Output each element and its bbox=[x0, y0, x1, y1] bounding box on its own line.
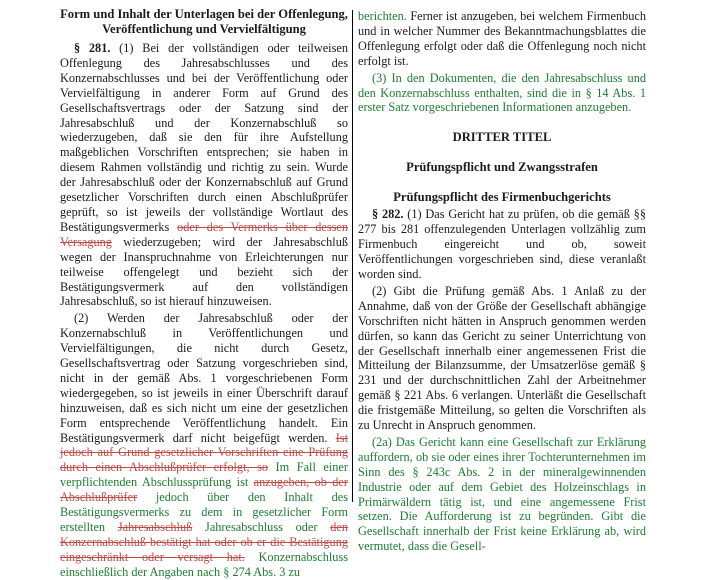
text-segment-deleted: den Konzernabschluß bestätigt hat oder ob er die Bestätigung eingeschränkt oder versagt hat. bbox=[60, 520, 348, 564]
left-text-column bbox=[60, 7, 349, 579]
text-segment-bold: § 281. bbox=[74, 41, 111, 55]
text-segment-deleted: Jahresabschluß bbox=[117, 520, 193, 534]
text-segment-inserted: Konzernabschluss einschließlich der Angaben nach § 274 Abs. 3 zu bbox=[60, 549, 349, 579]
text-segment-deleted: anzugeben, ob der Abschlußprüfer bbox=[60, 475, 348, 505]
law-paragraph bbox=[358, 9, 646, 69]
text-segment-bold: DRITTER TITEL bbox=[452, 130, 552, 145]
law-paragraph bbox=[60, 41, 348, 309]
text-segment-bold: § 282. bbox=[372, 207, 404, 222]
text-segment-bold: Prüfungspflicht und Zwangsstrafen bbox=[406, 160, 598, 175]
text-segment-normal: (1) Bei der vollständigen oder teilweisen Offenlegung des Jahresabschlusses und des Konzernabschlusses und bei der Veröffentlichung oder Vervielfältigung in anderer Form auf Grund des Gesellschaftsvertrags oder der Satzung sind der Jahresabschluß und der Konzernabschluß so wiederzugeben, daß sie den für ihre Aufstellung maßgeblichen Vorschriften entsprechen; sie haben in diesem Rahmen vollständig und richtig zu sein. Wurde der Jahresabschluß oder der Konzernabschluß auf Grund gesetzlicher Vorschriften durch einen Abschlußprüfer geprüft, so ist jeweils der vollständige Wortlaut des Bestätigungsvermerks bbox=[60, 41, 348, 234]
column-divider bbox=[352, 10, 353, 502]
law-paragraph bbox=[358, 207, 646, 282]
section-heading bbox=[358, 190, 646, 205]
text-segment-normal: (2) Gibt die Prüfung gemäß Abs. 1 Anlaß zu der Annahme, daß von der Größe der Gesellschaft abhängige Vorschriften nicht hätten in Anspruch genommen werden dürfen, so kann das Gericht zu seiner Unterrichtung von der Gesellschaft innerhalb einer angemessenen Frist die Mitteilung der Bilanzsumme, der Umsatzerlöse gemäß § 231 und der durchschnittlichen Zahl der Arbeitnehmer gemäß § 221 Abs. 6 verlangen. Unterläßt die Gesellschaft die fristgemäße Mitteilung, so gelten die Vorschriften als zu Unrecht in Anspruch genommen. bbox=[358, 283, 646, 433]
law-paragraph bbox=[60, 311, 348, 579]
section-heading bbox=[358, 130, 646, 145]
section-heading bbox=[60, 7, 348, 37]
text-segment-deleted: oder des Vermerks über dessen Versagung bbox=[60, 219, 348, 249]
text-segment-deleted: Ist jedoch auf Grund gesetzlicher Vorschriften eine Prüfung durch einen Abschlußprüfer erfolgt, so bbox=[60, 430, 348, 475]
law-paragraph bbox=[358, 284, 646, 433]
text-segment-bold: Prüfungspflicht des Firmenbuchgerichts bbox=[393, 190, 611, 205]
section-heading bbox=[358, 160, 646, 175]
law-paragraph bbox=[358, 71, 646, 116]
text-segment-bold: Form und Inhalt der Unterlagen bei der Offenlegung, Veröffentlichung und Vervielfältigung bbox=[60, 7, 348, 36]
text-segment-normal: wiederzugeben; wird der Jahresabschluß wegen der Inanspruchnahme von Erleichterungen nur teilweise offengelegt und bezieht sich der Bestätigungsvermerk auf den vollständigen Jahresabschluß, so ist hierauf hinzuweisen. bbox=[60, 234, 348, 309]
text-segment-normal: (2) Werden der Jahresabschluß oder der Konzernabschluß in Veröffentlichungen und Vervielfältigungen, die nicht durch Gesetz, Gesellschaftsvertrag oder Satzung vorgeschrieben sind, nicht in der gemäß Abs. 1 vorgeschriebenen Form wiedergegeben, so ist jeweils in einer Überschrift darauf hinzuweisen, daß es sich nicht um eine der gesetzlichen Form entsprechende Veröffentlichung handelt. Ein Bestätigungsvermerk darf nicht beigefügt werden. bbox=[60, 311, 348, 445]
right-text-column bbox=[358, 7, 646, 554]
text-segment-inserted: Jahresabschluss oder bbox=[192, 520, 331, 534]
text-segment-inserted: berichten. bbox=[358, 9, 407, 23]
text-segment-normal: Ferner ist anzugeben, bei welchem Firmenbuch und in welcher Nummer des Bekanntmachungsblattes die Offenlegung erfolgt oder daß die Offenlegung noch nicht erfolgt ist. bbox=[358, 9, 646, 68]
text-segment-normal: (1) Das Gericht hat zu prüfen, ob die gemäß §§ 277 bis 281 offenzulegenden Unterlagen vollzählig zum Firmenbuch eingereicht und ob, soweit Veröffentlichungen vorgeschrieben sind, diese veranlaßt worden sind. bbox=[358, 207, 646, 281]
text-segment-inserted: jedoch über den Inhalt des Bestätigungsvermerks zu dem in gesetzlicher Form erstellten bbox=[60, 490, 348, 534]
text-segment-inserted: Im Fall einer verpflichtenden Abschlussprüfung ist bbox=[60, 460, 348, 490]
text-segment-inserted: (2a) Das Gericht kann eine Gesellschaft zur Erklärung auffordern, ob sie oder eines ihrer Tochterunternehmen im Sinn des § 243c Abs. 2 in der mineralgewinnenden Industrie oder auf dem Gebiet des Holzeinschlags in Primärwäldern tätig ist, und eine angemessene Frist setzen. Die Aufforderung ist zu begründen. Gibt die Gesellschaft innerhalb der Frist keine Erklärung ab, wird vermutet, dass die Gesell- bbox=[358, 434, 646, 554]
text-segment-inserted: (3) In den Dokumenten, die den Jahresabschluss und den Konzernabschluss enthalten, sind die in § 14 Abs. 1 erster Satz vorgeschriebenen Informationen anzugeben. bbox=[358, 70, 646, 115]
law-paragraph bbox=[358, 435, 646, 554]
